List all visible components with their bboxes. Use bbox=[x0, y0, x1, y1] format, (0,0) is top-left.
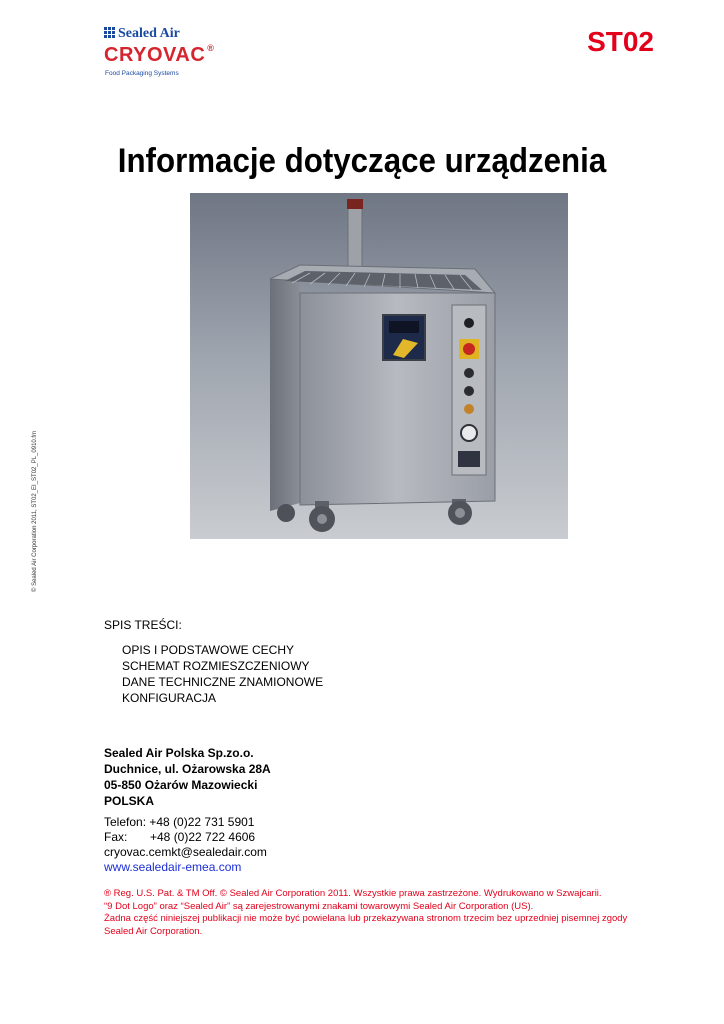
brand-tagline: Food Packaging Systems bbox=[105, 70, 179, 77]
website-link[interactable]: www.sealedair-emea.com bbox=[104, 860, 242, 874]
phone-line bbox=[104, 815, 267, 830]
address-city: 05-850 Ożarów Mazowiecki bbox=[104, 778, 258, 792]
brand-name: CRYOVAC bbox=[104, 44, 206, 66]
document-code: ST02 bbox=[587, 26, 654, 57]
fax-label: Fax: bbox=[104, 830, 128, 844]
toc-item: DANE TECHNICZNE ZNAMIONOWE bbox=[122, 675, 324, 689]
product-photo bbox=[190, 193, 568, 539]
address-country: POLSKA bbox=[104, 794, 155, 808]
legal-line: Żadna część niniejszej publikacji nie może być powielana lub przekazywana stronom trzecim bez uprzedniej pisemnej zgody bbox=[104, 913, 628, 924]
address-street: Duchnice, ul. Ożarowska 28A bbox=[104, 762, 271, 776]
page-title: Informacje dotyczące urządzenia bbox=[117, 142, 607, 180]
company-name: Sealed Air Polska Sp.zo.o. bbox=[104, 746, 254, 760]
brand-parent: Sealed Air bbox=[118, 26, 180, 41]
contact-block bbox=[104, 815, 267, 875]
sealed-air-brand bbox=[104, 26, 180, 42]
legal-line: “9 Dot Logo” oraz “Sealed Air” są zarejestrowanymi znakami towarowymi Sealed Air Corporation (US). bbox=[104, 900, 534, 912]
company-logo bbox=[104, 26, 244, 82]
phone-label: Telefon: bbox=[104, 815, 147, 829]
email: cryovac.cemkt@sealedair.com bbox=[104, 845, 267, 859]
cryovac-wordmark bbox=[104, 43, 214, 67]
registered-mark: ® bbox=[207, 43, 215, 53]
nine-dot-logo-icon bbox=[104, 27, 115, 38]
legal-line: Sealed Air Corporation. bbox=[104, 925, 203, 937]
file-reference-note: © Sealed Air Corporation 2011, ST02_EI_ST02_PL_0910.fm bbox=[32, 430, 38, 592]
phone-number: +48 (0)22 731 5901 bbox=[149, 815, 255, 829]
company-address bbox=[104, 745, 271, 809]
toc-item: SCHEMAT ROZMIESZCZENIOWY bbox=[122, 659, 310, 673]
fax-number: +48 (0)22 722 4606 bbox=[150, 830, 256, 844]
toc-list bbox=[122, 642, 323, 706]
legal-line: ® Reg. U.S. Pat. & TM Off. © Sealed Air Corporation 2011. Wszystkie prawa zastrzeżone. Wydrukowano w Szwajcarii. bbox=[104, 888, 602, 899]
toc-item: KONFIGURACJA bbox=[122, 691, 217, 705]
toc-item: OPIS I PODSTAWOWE CECHY bbox=[122, 643, 295, 657]
toc-heading: SPIS TREŚCI: bbox=[104, 618, 182, 632]
fax-line bbox=[104, 830, 267, 845]
legal-notice bbox=[104, 888, 664, 938]
